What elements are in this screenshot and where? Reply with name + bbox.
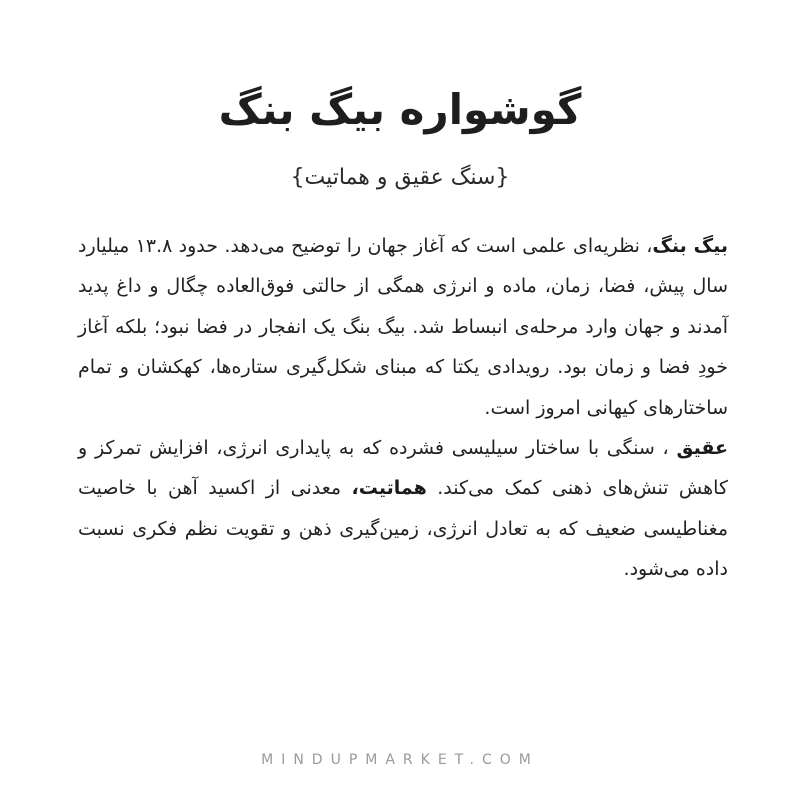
- hematite-text: معدنی از اکسید آهن با خاصیت مغناطیسی ضعیف که به تعادل انرژی، زمین‌گیری ذهن و تقویت نظم فکری نسبت داده می‌شود.: [78, 477, 728, 581]
- agate-term: عقیق: [676, 437, 728, 460]
- page-title: گوشواره بیگ بنگ: [218, 85, 582, 134]
- big-bang-paragraph: [78, 226, 728, 428]
- page-subtitle: {سنگ عقیق و هماتیت}: [290, 165, 510, 190]
- hematite-term: هماتیت،: [351, 477, 427, 500]
- big-bang-term: بیگ بنگ: [652, 235, 729, 257]
- stones-paragraph: [78, 428, 728, 590]
- agate-text: ، سنگی با ساختار سیلیسی فشرده که به پایداری انرژی، افزایش تمرکز و کاهش تنش‌های ذهنی کمک می‌کند.: [78, 437, 728, 500]
- description-body: [78, 226, 728, 590]
- big-bang-text: ، نظریه‌ای علمی است که آغاز جهان را توضیح می‌دهد. حدود ۱۳.۸ میلیارد سال پیش، فضا، زمان، ماده و انرژی همگی از حالتی فوق‌العاده چگال و داغ پدید آمدند و جهان وارد مرحله‌ی انبساط شد. بیگ بنگ یک انفجار در فضا نبود؛ بلکه آغاز خودِ فضا و زمان بود. رویدادی یکتا که مبنای شکل‌گیری ستاره‌ها، کهکشان و تمام ساختارهای کیهانی امروز است.: [78, 235, 728, 419]
- website-footer: MINDUPMARKET.COM: [261, 752, 539, 768]
